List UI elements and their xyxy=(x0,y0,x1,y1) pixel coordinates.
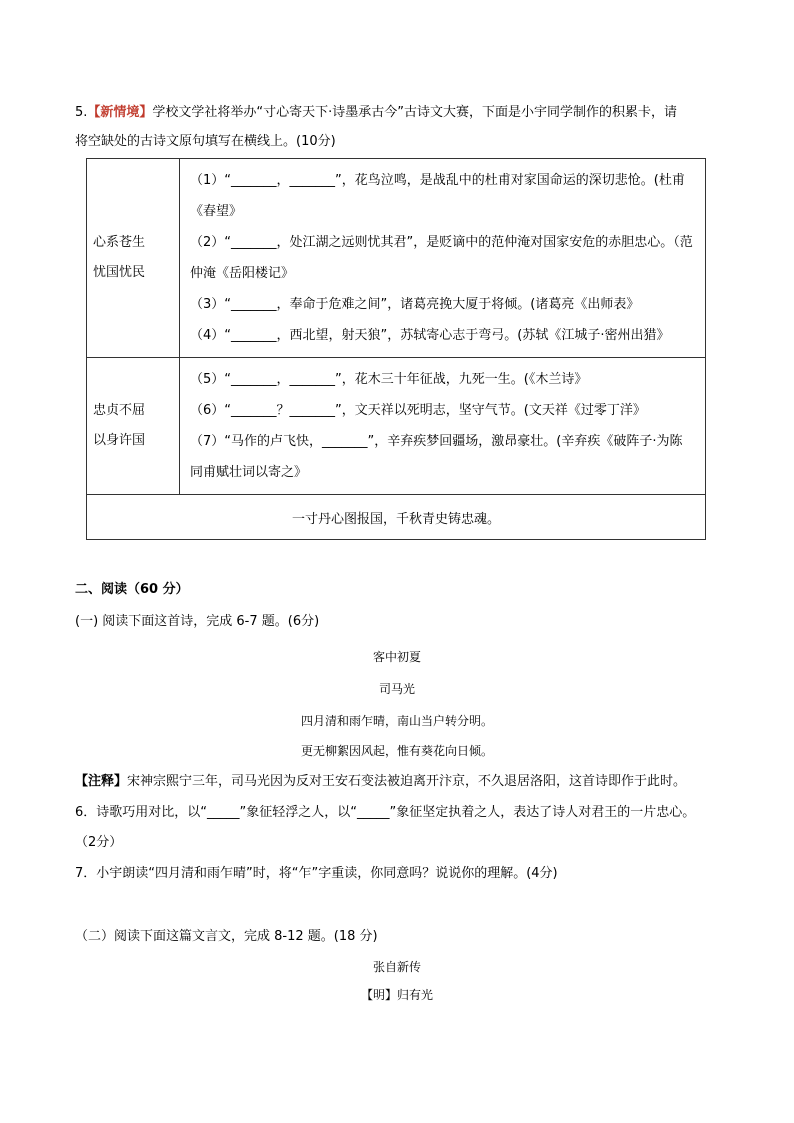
card-item: （5）“_______，_______”，花木三十年征战，九死一生。(《木兰诗》 xyxy=(190,372,588,387)
card-footer: 一寸丹心图报国，千秋青史铸忠魂。 xyxy=(87,495,706,540)
card-item: （1）“_______，_______”，花鸟泣鸣，是战乱中的杜甫对家国命运的深切悲怆。(杜甫《春望》 xyxy=(190,173,685,219)
card-item: （2）“_______，处江湖之远则忧其君”，是贬谪中的范仲淹对国家安危的赤胆忠心。（范仲淹《岳阳楼记》 xyxy=(190,235,693,281)
card-item: （6）“_______？_______”，文天祥以死明志，坚守气节。(文天祥《过零丁洋》 xyxy=(190,403,646,418)
q5-text: 学校文学社将举办“寸心寄天下·诗墨承古今”古诗文大赛，下面是小宇同学制作的积累卡，请 xyxy=(152,105,678,120)
section-heading: 二、阅读（60 分） xyxy=(75,582,189,597)
prose-author: 【明】归有光 xyxy=(360,988,433,1002)
category-line: 心系苍生 xyxy=(93,235,146,250)
prose-title: 张自新传 xyxy=(372,960,421,974)
q7: 7．小宇朗读“四月清和雨乍晴”时，将“乍”字重读，你同意吗？说说你的理解。(4分) xyxy=(75,866,558,881)
card-footer-row xyxy=(87,495,706,540)
poem-line: 四月清和雨乍晴，南山当户转分明。 xyxy=(300,714,493,728)
poem-author: 司马光 xyxy=(378,682,415,696)
accumulation-card xyxy=(86,158,706,540)
poem-line: 更无柳絮因风起，惟有葵花向日倾。 xyxy=(300,744,493,758)
q5-number: 5. xyxy=(75,105,88,120)
category-line: 忧国忧民 xyxy=(93,265,146,280)
poem-title: 客中初夏 xyxy=(372,650,421,664)
category-line: 以身许国 xyxy=(93,433,146,448)
q5-tag: 【新情境】 xyxy=(87,105,153,120)
category-line: 忠贞不屈 xyxy=(93,403,146,418)
part2-intro: （二）阅读下面这篇文言文，完成 8-12 题。(18 分) xyxy=(75,929,378,944)
card-category xyxy=(87,159,180,358)
note xyxy=(75,772,686,792)
q5-line1 xyxy=(75,103,677,123)
card-item: （4）“_______，西北望，射天狼”，苏轼寄心志于弯弓。(苏轼《江城子·密州出猎》 xyxy=(190,328,670,343)
part1-intro: (一) 阅读下面这首诗，完成 6-7 题。(6分) xyxy=(75,614,320,629)
note-tag: 【注释】 xyxy=(75,774,128,789)
card-item: （7）“马作的卢飞快，_______”，辛弃疾梦回疆场，激昂豪壮。(辛弃疾《破阵子·为陈同甫赋壮词以寄之》 xyxy=(190,434,683,480)
card-item: （3）“_______，奉命于危难之间”，诸葛亮挽大厦于将倾。(诸葛亮《出师表》 xyxy=(190,297,640,312)
card-items xyxy=(180,159,706,358)
q5-line2: 将空缺处的古诗文原句填写在横线上。(10分) xyxy=(75,134,336,149)
card-category xyxy=(87,358,180,495)
note-text: 宋神宗熙宁三年，司马光因为反对王安石变法被迫离开汴京，不久退居洛阳，这首诗即作于此时。 xyxy=(127,774,687,789)
card-group-row xyxy=(87,358,706,495)
card-group-row xyxy=(87,159,706,358)
card-items xyxy=(180,358,706,495)
q6-line2: （2分） xyxy=(75,835,123,850)
q6-line1: 6．诗歌巧用对比，以“_____”象征轻浮之人，以“_____”象征坚定执着之人，表达了诗人对君王的一片忠心。 xyxy=(75,805,696,820)
